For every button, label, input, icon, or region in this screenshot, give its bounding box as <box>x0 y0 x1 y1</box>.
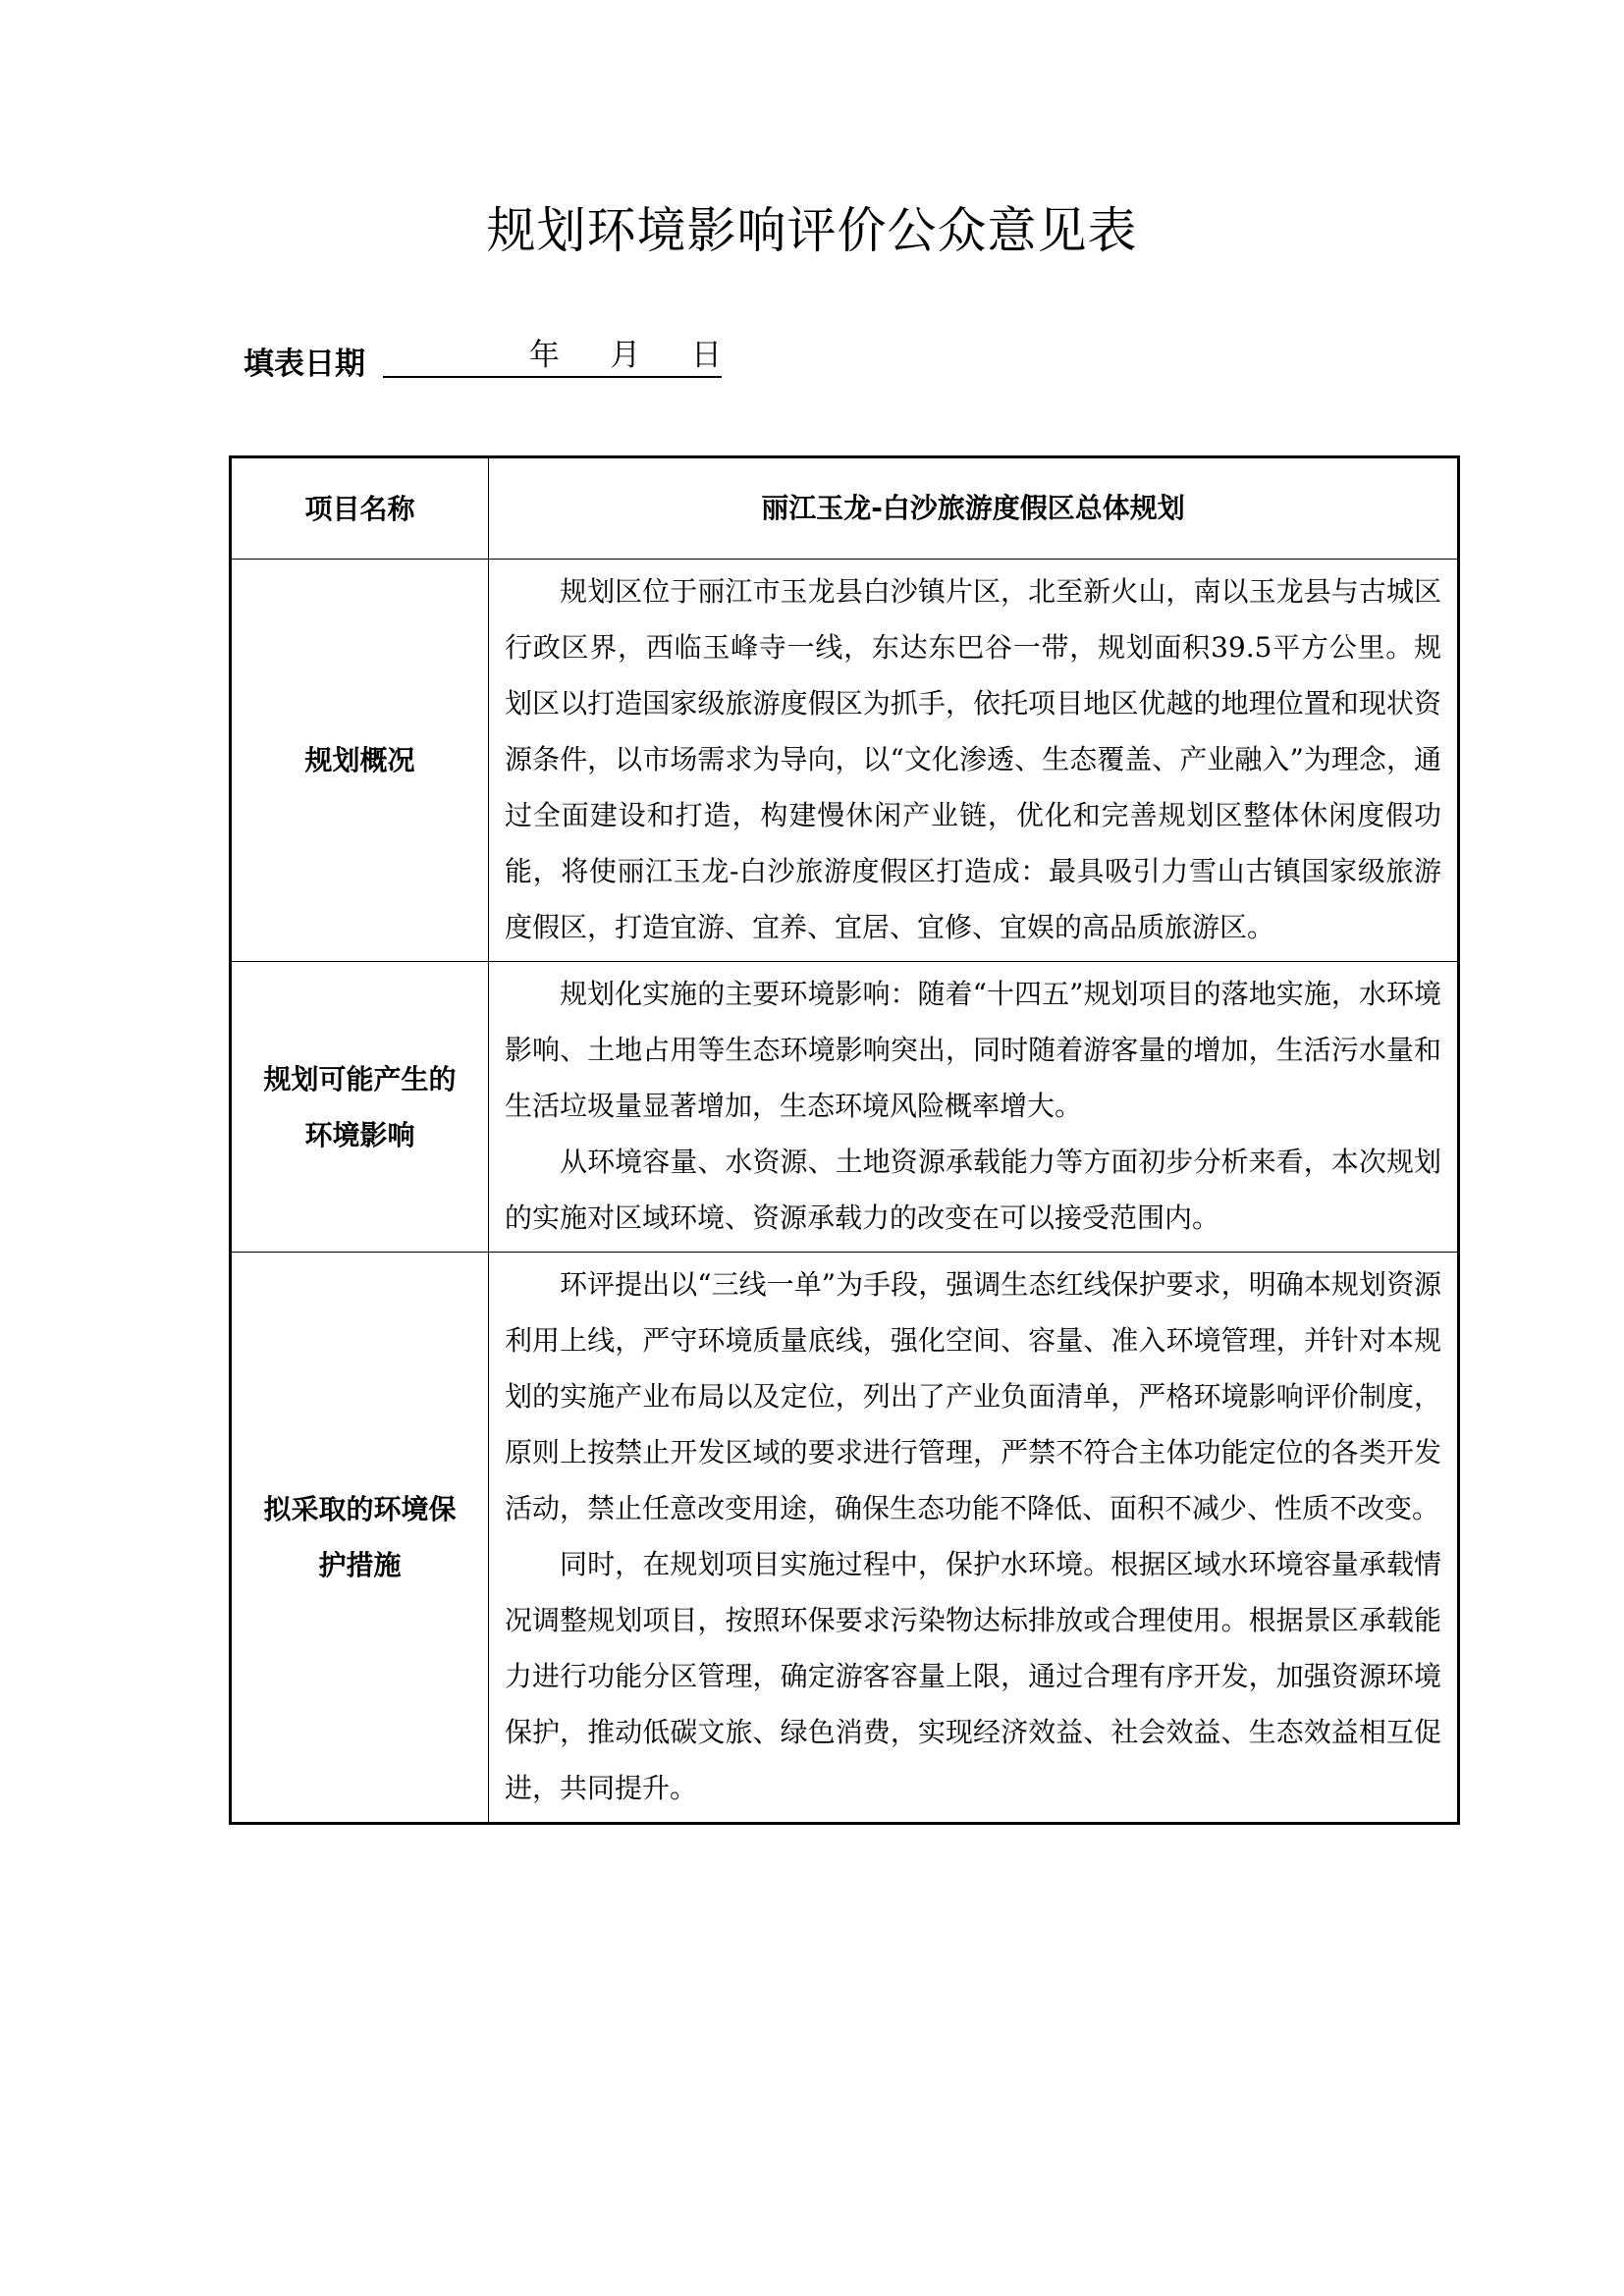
fill-date-field[interactable] <box>383 330 722 378</box>
impact-row <box>231 962 1459 1253</box>
measures-paragraph: 同时，在规划项目实施过程中，保护水环境。根据区域水环境容量承载情况调整规划项目，按照环保要求污染物达标排放或合理使用。根据景区承载能力进行功能分区管理，确定游客容量上限，通过合理有序开发，加强资源环境保护，推动低碳文旅、绿色消费，实现经济效益、社会效益、生态效益相互促进，共同提升。 <box>505 1548 1441 1804</box>
overview-row <box>231 560 1459 962</box>
overview-content <box>489 560 1459 962</box>
measures-content <box>489 1253 1459 1824</box>
impact-content <box>489 962 1459 1253</box>
project-name-value: 丽江玉龙-白沙旅游度假区总体规划 <box>489 457 1459 560</box>
measures-label-line: 护措施 <box>318 1549 402 1581</box>
year-label: 年 <box>528 338 560 373</box>
overview-paragraph: 规划区位于丽江市玉龙县白沙镇片区，北至新火山，南以玉龙县与古城区行政区界，西临玉峰寺一线，东达东巴谷一带，规划面积39.5平方公里。规划区以打造国家级旅游度假区为抓手，依托项目地区优越的地理位置和现状资源条件，以市场需求为导向，以“文化渗透、生态覆盖、产业融入”为理念，通过全面建设和打造，构建慢休闲产业链，优化和完善规划区整体休闲度假功能，将使丽江玉龙-白沙旅游度假区打造成：最具吸引力雪山古镇国家级旅游度假区，打造宜游、宜养、宜居、宜修、宜娱的高品质旅游区。 <box>505 575 1441 943</box>
measures-row <box>231 1253 1459 1824</box>
day-label: 日 <box>691 338 722 373</box>
measures-label-line: 拟采取的环境保 <box>263 1493 457 1525</box>
impact-label <box>231 962 489 1253</box>
page-title: 规划环境影响评价公众意见表 <box>486 202 1138 259</box>
fill-date-row <box>244 330 722 383</box>
month-label: 月 <box>610 338 641 373</box>
impact-paragraph: 规划化实施的主要环境影响：随着“十四五”规划项目的落地实施，水环境影响、土地占用等生态环境影响突出，同时随着游客量的增加，生活污水量和生活垃圾量显著增加，生态环境风险概率增大。 <box>505 978 1441 1122</box>
impact-paragraph: 从环境容量、水资源、土地资源承载能力等方面初步分析来看，本次规划的实施对区域环境、资源承载力的改变在可以接受范围内。 <box>505 1146 1441 1234</box>
impact-label-line: 规划可能产生的 <box>263 1062 457 1095</box>
project-name-label: 项目名称 <box>231 457 489 560</box>
overview-label: 规划概况 <box>231 560 489 962</box>
measures-paragraph: 环评提出以“三线一单”为手段，强调生态红线保护要求，明确本规划资源利用上线，严守环境质量底线，强化空间、容量、准入环境管理，并针对本规划的实施产业布局以及定位，列出了产业负面清单，严格环境影响评价制度，原则上按禁止开发区域的要求进行管理，严禁不符合主体功能定位的各类开发活动，禁止任意改变用途，确保生态功能不降低、面积不减少、性质不改变。 <box>505 1268 1441 1524</box>
opinion-table <box>229 455 1460 1825</box>
measures-label <box>231 1253 489 1824</box>
impact-label-line: 环境影响 <box>304 1118 415 1151</box>
fill-date-label: 填表日期 <box>244 347 365 382</box>
project-name-row <box>231 457 1459 560</box>
